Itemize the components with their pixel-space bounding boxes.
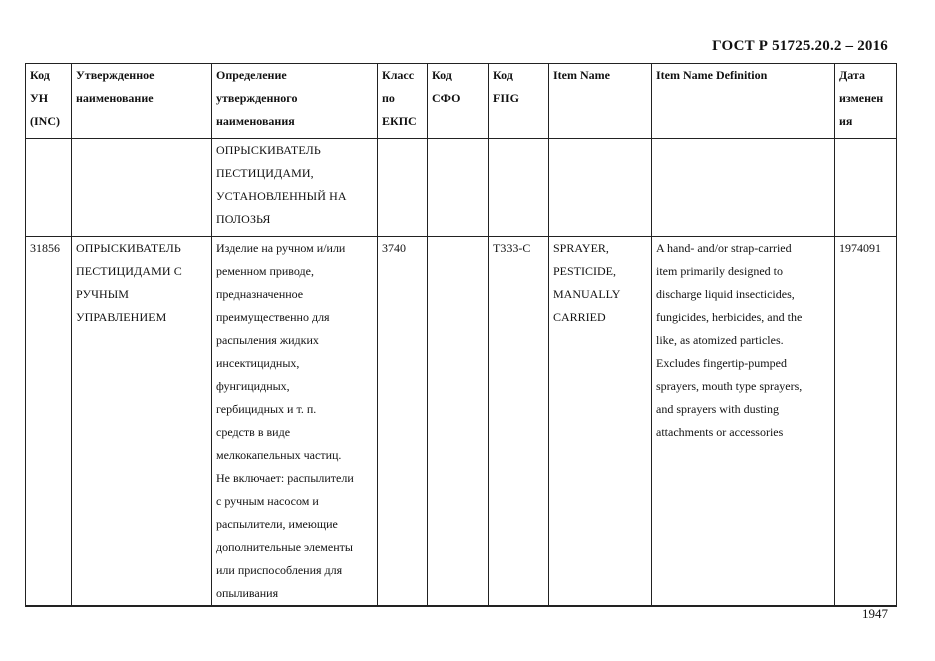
cell-inc — [26, 139, 72, 237]
document-code: ГОСТ Р 51725.20.2 – 2016 — [712, 38, 888, 54]
col-header-item-name-definition: Item Name Definition — [652, 64, 835, 139]
cell-item-name: SPRAYER, PESTICIDE, MANUALLY CARRIED — [549, 237, 652, 607]
col-header-definition: Определение утвержденного наименования — [212, 64, 378, 139]
cell-ekps-class: 3740 — [378, 237, 428, 607]
cell-sfo-code — [428, 237, 489, 607]
cell-definition: Изделие на ручном и/или ременном приводе, предназначенное преимущественно для распыления жидких инсектицидных, фунгицидных, гербицидных и т. п. средств в виде мелкокапельных частиц. Не включает: распылители с ручным насосом и распылители, имеющие дополнительные элементы или приспособления для опыливания — [212, 237, 378, 607]
cell-item-name-definition — [652, 139, 835, 237]
col-header-change-date: Дата изменен ия — [835, 64, 897, 139]
page-number: 1947 — [862, 606, 888, 621]
cell-item-name — [549, 139, 652, 237]
catalog-table — [25, 63, 897, 607]
cell-ekps-class — [378, 139, 428, 237]
cell-fiig-code — [489, 139, 549, 237]
cell-change-date — [835, 139, 897, 237]
col-header-sfo-code: Код СФО — [428, 64, 489, 139]
cell-change-date: 1974091 — [835, 237, 897, 607]
col-header-fiig-code: Код FIIG — [489, 64, 549, 139]
col-header-ekps-class: Класс по ЕКПС — [378, 64, 428, 139]
cell-fiig-code: T333-C — [489, 237, 549, 607]
cell-approved-name — [72, 139, 212, 237]
table-row-entry — [26, 237, 897, 607]
table-header-row — [26, 64, 897, 139]
col-header-approved-name: Утвержденное наименование — [72, 64, 212, 139]
col-header-inc: Код УН (INC) — [26, 64, 72, 139]
col-header-item-name: Item Name — [549, 64, 652, 139]
cell-definition: ОПРЫСКИВАТЕЛЬ ПЕСТИЦИДАМИ, УСТАНОВЛЕННЫЙ НА ПОЛОЗЬЯ — [212, 139, 378, 237]
cell-inc: 31856 — [26, 237, 72, 607]
cell-item-name-definition: A hand- and/or strap-carried item primarily designed to discharge liquid insecticides, fungicides, herbicides, and the like, as atomized particles. Excludes fingertip-pumped sprayers, mouth type sprayers, and sprayers with dusting attachments or accessories — [652, 237, 835, 607]
cell-approved-name: ОПРЫСКИВАТЕЛЬ ПЕСТИЦИДАМИ С РУЧНЫМ УПРАВЛЕНИЕМ — [72, 237, 212, 607]
cell-sfo-code — [428, 139, 489, 237]
table-row-continuation — [26, 139, 897, 237]
